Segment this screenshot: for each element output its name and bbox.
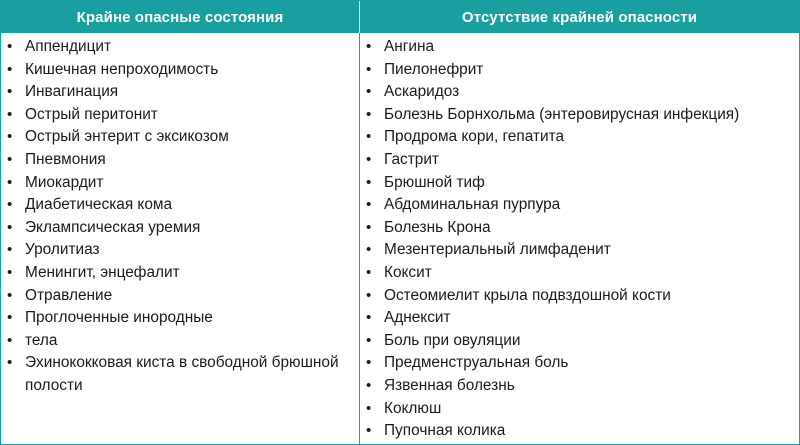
column-dangerous [1,33,360,444]
bullet-icon: • [366,38,372,55]
list-item-text: Миокардит [25,173,104,191]
list-item [360,420,799,443]
bullet-icon: • [366,331,372,349]
bullet-icon: • [7,150,13,168]
list-item-text: тела [25,331,58,349]
list-item-text: Инвагинация [25,83,119,101]
list-item [1,285,359,308]
list-item [360,217,799,240]
bullet-icon: • [366,399,372,417]
bullet-icon: • [7,38,13,55]
bullet-icon: • [366,105,372,123]
list-item [360,307,799,330]
list-item-text: Пиелонефрит [384,60,484,78]
list-item-text: Кишечная непроходимость [25,60,219,78]
list-item-text: Уролитиаз [25,241,100,259]
list-item [1,307,359,330]
bullet-icon: • [366,422,372,440]
column-not-dangerous [360,33,799,444]
dangerous-list [1,36,359,398]
bullet-icon: • [366,196,372,214]
bullet-icon: • [7,60,13,78]
list-item [1,262,359,285]
list-item [1,172,359,195]
bullet-icon: • [366,173,372,191]
list-item-text: Мезентериальный лимфаденит [384,241,611,259]
bullet-icon: • [7,196,13,214]
bullet-icon: • [366,218,372,236]
bullet-icon: • [366,286,372,304]
bullet-icon: • [7,105,13,123]
bullet-icon: • [7,218,13,236]
bullet-icon: • [7,241,13,259]
list-item [1,36,359,59]
header-dangerous: Крайне опасные состояния [1,1,360,33]
list-item [360,81,799,104]
bullet-icon: • [366,150,372,168]
list-item [360,330,799,353]
list-item-text: Эклампсическая уремия [25,218,201,236]
list-item-text: Проглоченные инородные [25,309,213,327]
list-item [1,194,359,217]
bullet-icon: • [366,376,372,394]
list-item-text: Болезнь Крона [384,218,491,236]
list-item-text: Острый энтерит с эксикозом [25,128,229,146]
list-item [1,126,359,149]
list-item-text: Коксит [384,263,432,281]
bullet-icon: • [7,83,13,101]
bullet-icon: • [366,241,372,259]
list-item-text: Менингит, энцефалит [25,263,180,281]
list-item-text: Острый перитонит [25,105,158,123]
bullet-icon: • [7,331,13,349]
list-item [360,285,799,308]
list-item-text: Предменструальная боль [384,354,569,372]
list-item-text: Гастрит [384,150,439,168]
list-item [360,126,799,149]
list-item-text: Диабетическая кома [25,196,173,214]
list-item-text: Остеомиелит крыла подвздошной кости [384,286,671,304]
list-item [360,262,799,285]
bullet-icon: • [7,286,13,304]
list-item [1,149,359,172]
bullet-icon: • [366,263,372,281]
list-item [360,375,799,398]
header-not-dangerous: Отсутствие крайней опасности [360,1,799,33]
list-item-text: Боль при овуляции [384,331,521,349]
list-item [360,194,799,217]
bullet-icon: • [366,83,372,101]
list-item [360,36,799,59]
list-item [360,398,799,421]
list-item-text: Ангина [384,38,435,55]
list-item-text: Продрома кори, гепатита [384,128,565,146]
list-item [360,352,799,375]
list-item [360,172,799,195]
list-item [360,59,799,82]
bullet-icon: • [366,309,372,327]
list-item-text: Брюшной тиф [384,173,485,191]
list-item [1,239,359,262]
list-item [1,330,359,353]
list-item [1,217,359,240]
list-item-text: Пупочная колика [384,422,506,440]
bullet-icon: • [7,128,13,146]
list-item-text: Болезнь Борнхольма (энтеровирусная инфекция) [384,105,740,123]
list-item-text: Эхинококковая киста в свободной брюшной полости [25,354,339,394]
list-item-text: Аднексит [384,309,451,327]
list-item-text: Аскаридоз [384,83,460,101]
bullet-icon: • [7,309,13,327]
list-item [1,81,359,104]
list-item [1,59,359,82]
list-item [1,352,359,397]
list-item-text: Аппендицит [25,38,112,55]
bullet-icon: • [7,263,13,281]
bullet-icon: • [366,60,372,78]
list-item-text: Абдоминальная пурпура [384,196,561,214]
list-item-text: Пневмония [25,150,106,168]
bullet-icon: • [7,354,13,372]
list-item [1,104,359,127]
list-item [360,149,799,172]
list-item [360,239,799,262]
list-item-text: Отравление [25,286,113,304]
not-dangerous-list [360,36,799,443]
list-item-text: Коклюш [384,399,442,417]
bullet-icon: • [7,173,13,191]
list-item [360,104,799,127]
bullet-icon: • [366,354,372,372]
list-item-text: Язвенная болезнь [384,376,515,394]
bullet-icon: • [366,128,372,146]
